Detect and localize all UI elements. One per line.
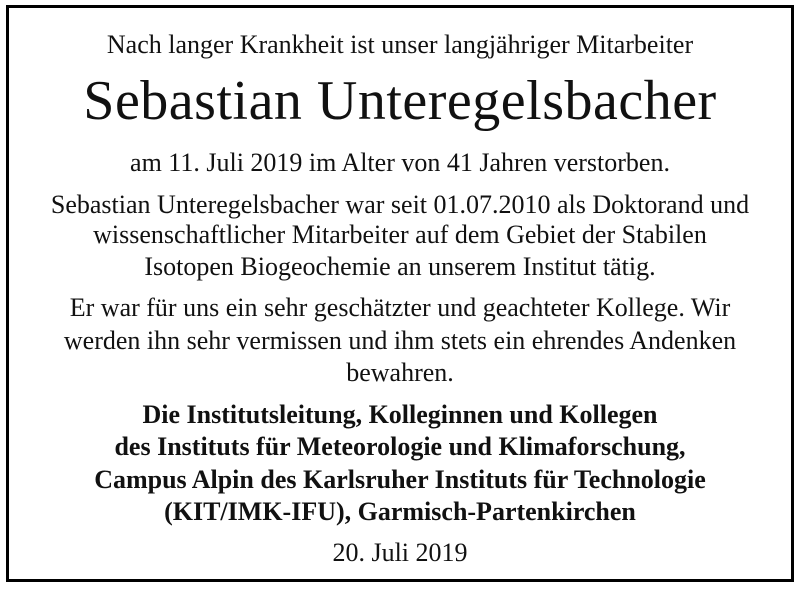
- paragraph1-line-3: Isotopen Biogeochemie an unserem Institut tätig.: [144, 252, 656, 281]
- signature-line-3: Campus Alpin des Karlsruher Instituts für Technologie: [94, 465, 706, 494]
- paragraph2-line-2: werden ihn sehr vermissen und ihm stets ein ehrendes Andenken: [63, 326, 737, 355]
- signature-line-4: (KIT/IMK-IFU), Garmisch-Partenkirchen: [164, 497, 636, 526]
- paragraph2-line-3: bewahren.: [346, 358, 454, 387]
- intro-text: Nach langer Krankheit ist unser langjähriger Mitarbeiter: [106, 30, 694, 59]
- signature-line-1: Die Institutsleitung, Kolleginnen und Kollegen: [142, 400, 658, 429]
- notice-date: 20. Juli 2019: [332, 538, 468, 567]
- paragraph1-line-2: wissenschaftlicher Mitarbeiter auf dem Gebiet der Stabilen: [93, 220, 707, 249]
- deceased-name: Sebastian Unteregelsbacher: [83, 70, 717, 132]
- paragraph1-line-1: Sebastian Unteregelsbacher war seit 01.07.2010 als Doktorand und: [50, 190, 750, 219]
- death-notice-line: am 11. Juli 2019 im Alter von 41 Jahren verstorben.: [130, 148, 670, 177]
- obituary-notice: [6, 5, 794, 582]
- signature-line-2: des Instituts für Meteorologie und Klimaforschung,: [114, 432, 686, 461]
- paragraph2-line-1: Er war für uns ein sehr geschätzter und geachteter Kollege. Wir: [69, 293, 731, 322]
